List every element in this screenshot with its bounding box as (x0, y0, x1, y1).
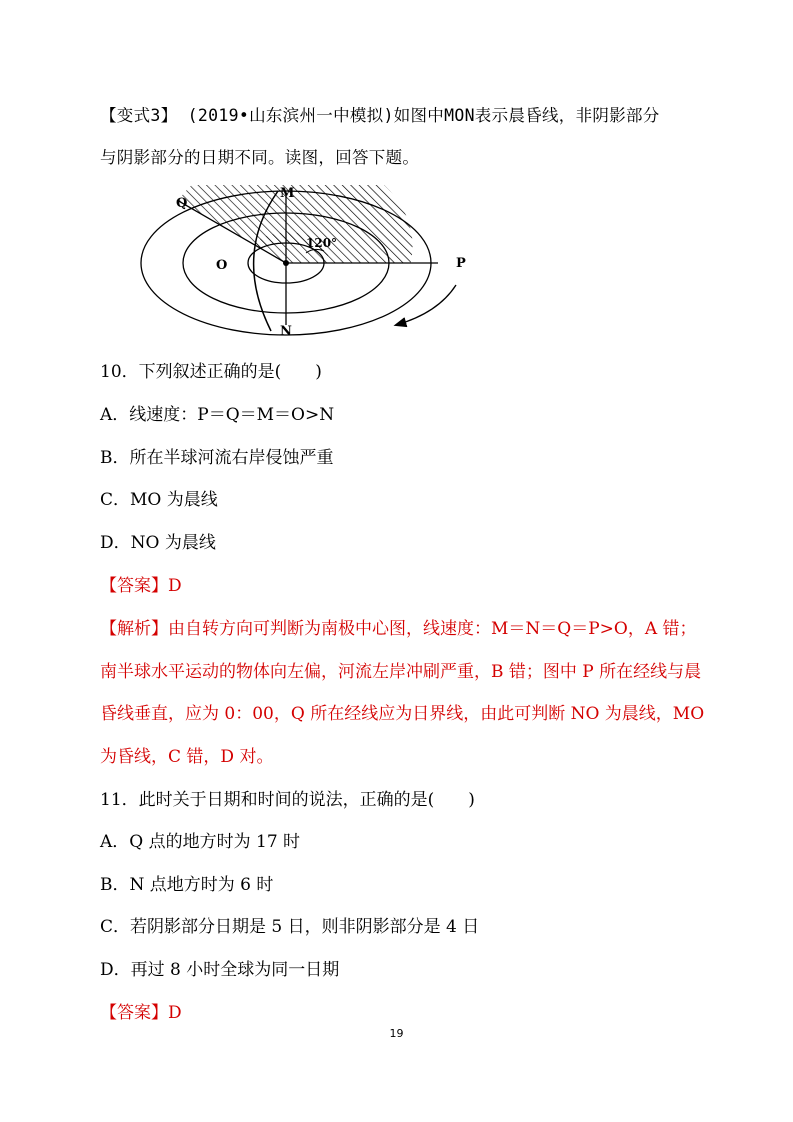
q10-analysis-3: 昏线垂直，应为 0：00，Q 所在经线应为日界线，由此可判断 NO 为晨线，MO (100, 704, 705, 724)
q11-answer: 【答案】D (100, 1003, 182, 1023)
q11-option-d: D．再过 8 小时全球为同一日期 (100, 960, 340, 980)
label-o: O (216, 258, 228, 273)
q10-analysis-4: 为昏线，C 错，D 对。 (100, 747, 274, 767)
polar-view-diagram (138, 185, 478, 337)
pole-dot (283, 260, 289, 266)
q10-option-b: B．所在半球河流右岸侵蚀严重 (100, 448, 334, 468)
rotation-arrow (396, 285, 456, 325)
q10-analysis-1: 【解析】由自转方向可判断为南极中心图，线速度：M＝N＝Q＝P>O，A 错； (100, 619, 697, 639)
q11-option-a: A．Q 点的地方时为 17 时 (100, 832, 301, 852)
q10-option-a: A．线速度：P＝Q＝M＝O>N (100, 405, 335, 425)
label-m: M (280, 186, 295, 201)
q10-analysis-2: 南半球水平运动的物体向左偏，河流左岸冲刷严重，B 错；图中 P 所在经线与晨 (100, 662, 702, 682)
label-n: N (280, 324, 292, 337)
label-p: P (456, 256, 466, 271)
intro-line-2: 与阴影部分的日期不同。读图，回答下题。 (100, 148, 420, 167)
q11-stem: 11．此时关于日期和时间的说法，正确的是( ) (100, 790, 475, 810)
q10-stem: 10．下列叙述正确的是( ) (100, 362, 322, 382)
q10-option-c: C．MO 为晨线 (100, 490, 218, 510)
q11-option-c: C．若阴影部分日期是 5 日，则非阴影部分是 4 日 (100, 917, 480, 937)
q11-option-b: B．N 点地方时为 6 时 (100, 875, 274, 895)
q10-answer: 【答案】D (100, 576, 182, 596)
q10-option-d: D．NO 为晨线 (100, 533, 216, 553)
page-number: 19 (389, 1027, 404, 1040)
label-q: Q (176, 196, 188, 211)
label-angle: 120° (306, 236, 338, 250)
intro-line-1: 【变式3】 (2019•山东滨州一中模拟)如图中MON表示晨昏线，非阴影部分 (100, 106, 660, 125)
